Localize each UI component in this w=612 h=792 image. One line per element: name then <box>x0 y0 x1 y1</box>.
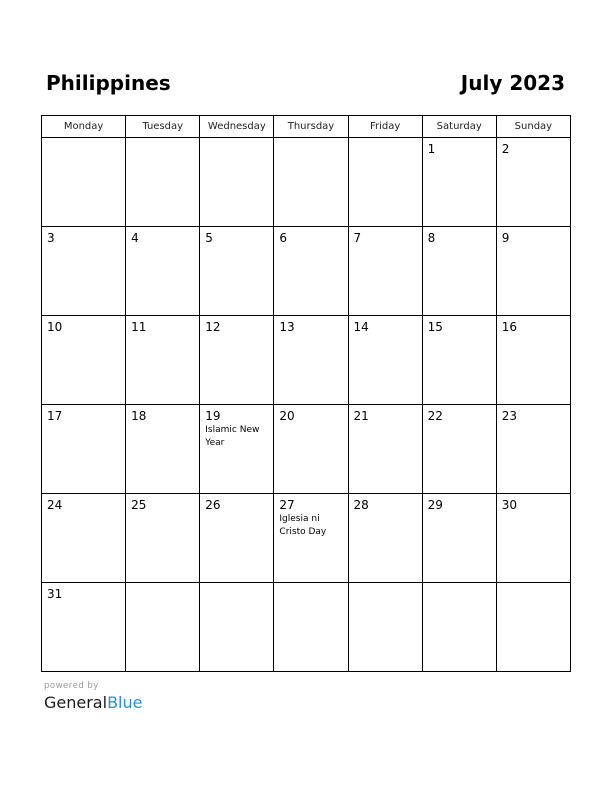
day-cell <box>422 227 496 316</box>
day-cell <box>42 583 126 672</box>
day-number: 17 <box>47 409 63 423</box>
powered-by-text: powered by <box>44 681 99 691</box>
week-row <box>42 227 571 316</box>
month-title: July 2023 <box>460 71 565 95</box>
day-cell <box>274 405 348 494</box>
day-number: 9 <box>501 231 510 245</box>
weekday-tuesday: Tuesday <box>126 116 200 138</box>
day-cell <box>496 227 570 316</box>
day-number: 29 <box>427 498 443 512</box>
day-cell <box>274 494 348 583</box>
day-number: 27 <box>279 498 295 512</box>
footer <box>44 681 142 712</box>
calendar-header <box>46 71 565 99</box>
day-number: 31 <box>47 587 63 601</box>
weekday-monday: Monday <box>42 116 126 138</box>
country-title: Philippines <box>46 71 171 95</box>
weekday-friday: Friday <box>348 116 422 138</box>
day-cell <box>126 583 200 672</box>
day-cell <box>422 494 496 583</box>
day-cell <box>42 138 126 227</box>
week-row <box>42 138 571 227</box>
week-row <box>42 405 571 494</box>
day-cell <box>348 405 422 494</box>
day-number: 7 <box>353 231 362 245</box>
day-cell <box>274 583 348 672</box>
weekday-wednesday: Wednesday <box>200 116 274 138</box>
day-number: 28 <box>353 498 369 512</box>
day-cell <box>348 138 422 227</box>
weekday-sunday: Sunday <box>496 116 570 138</box>
holiday-label: Iglesia ni Cristo Day <box>279 514 327 537</box>
day-cell <box>496 405 570 494</box>
day-cell <box>42 227 126 316</box>
day-cell <box>200 316 274 405</box>
holiday-label: Islamic New Year <box>205 425 260 448</box>
day-cell <box>422 138 496 227</box>
day-cell <box>496 583 570 672</box>
day-number: 22 <box>427 409 443 423</box>
calendar-body <box>42 138 571 672</box>
day-cell <box>496 138 570 227</box>
day-cell <box>274 138 348 227</box>
day-cell <box>200 405 274 494</box>
day-number: 30 <box>501 498 518 512</box>
day-number: 16 <box>501 320 518 334</box>
day-cell <box>274 316 348 405</box>
day-number: 2 <box>501 142 510 156</box>
week-row <box>42 583 571 672</box>
day-cell <box>348 316 422 405</box>
day-number: 24 <box>47 498 63 512</box>
day-number: 23 <box>501 409 518 423</box>
brand-name-part2: Blue <box>107 693 143 712</box>
day-cell <box>496 494 570 583</box>
day-number: 8 <box>427 231 436 245</box>
day-cell <box>348 494 422 583</box>
day-number: 13 <box>279 320 295 334</box>
week-row <box>42 494 571 583</box>
day-cell <box>126 494 200 583</box>
day-cell <box>422 583 496 672</box>
day-number: 11 <box>131 320 147 334</box>
day-cell <box>200 494 274 583</box>
day-cell <box>200 227 274 316</box>
calendar-grid <box>41 115 571 672</box>
day-cell <box>274 227 348 316</box>
day-cell <box>42 316 126 405</box>
day-number: 5 <box>205 231 213 245</box>
day-number: 25 <box>131 498 147 512</box>
day-number: 12 <box>205 320 221 334</box>
day-number: 14 <box>353 320 369 334</box>
day-number: 18 <box>131 409 147 423</box>
brand-logo <box>44 693 142 712</box>
day-cell <box>348 583 422 672</box>
day-cell <box>200 583 274 672</box>
day-cell <box>42 405 126 494</box>
day-number: 21 <box>353 409 369 423</box>
day-cell <box>348 227 422 316</box>
day-cell <box>126 227 200 316</box>
weekday-thursday: Thursday <box>274 116 348 138</box>
day-number: 6 <box>279 231 288 245</box>
day-cell <box>126 138 200 227</box>
weekday-header-row <box>42 116 571 138</box>
day-number: 3 <box>47 231 55 245</box>
weekday-saturday: Saturday <box>422 116 496 138</box>
day-cell <box>42 494 126 583</box>
day-cell <box>126 316 200 405</box>
brand-name-part1: General <box>44 693 108 712</box>
day-number: 26 <box>205 498 221 512</box>
day-number: 4 <box>131 231 139 245</box>
day-number: 1 <box>427 142 436 156</box>
day-number: 20 <box>279 409 295 423</box>
day-cell <box>126 405 200 494</box>
day-cell <box>496 316 570 405</box>
day-number: 15 <box>427 320 443 334</box>
day-number: 10 <box>47 320 63 334</box>
day-cell <box>422 316 496 405</box>
day-cell <box>200 138 274 227</box>
day-number: 19 <box>205 409 221 423</box>
day-cell <box>422 405 496 494</box>
week-row <box>42 316 571 405</box>
